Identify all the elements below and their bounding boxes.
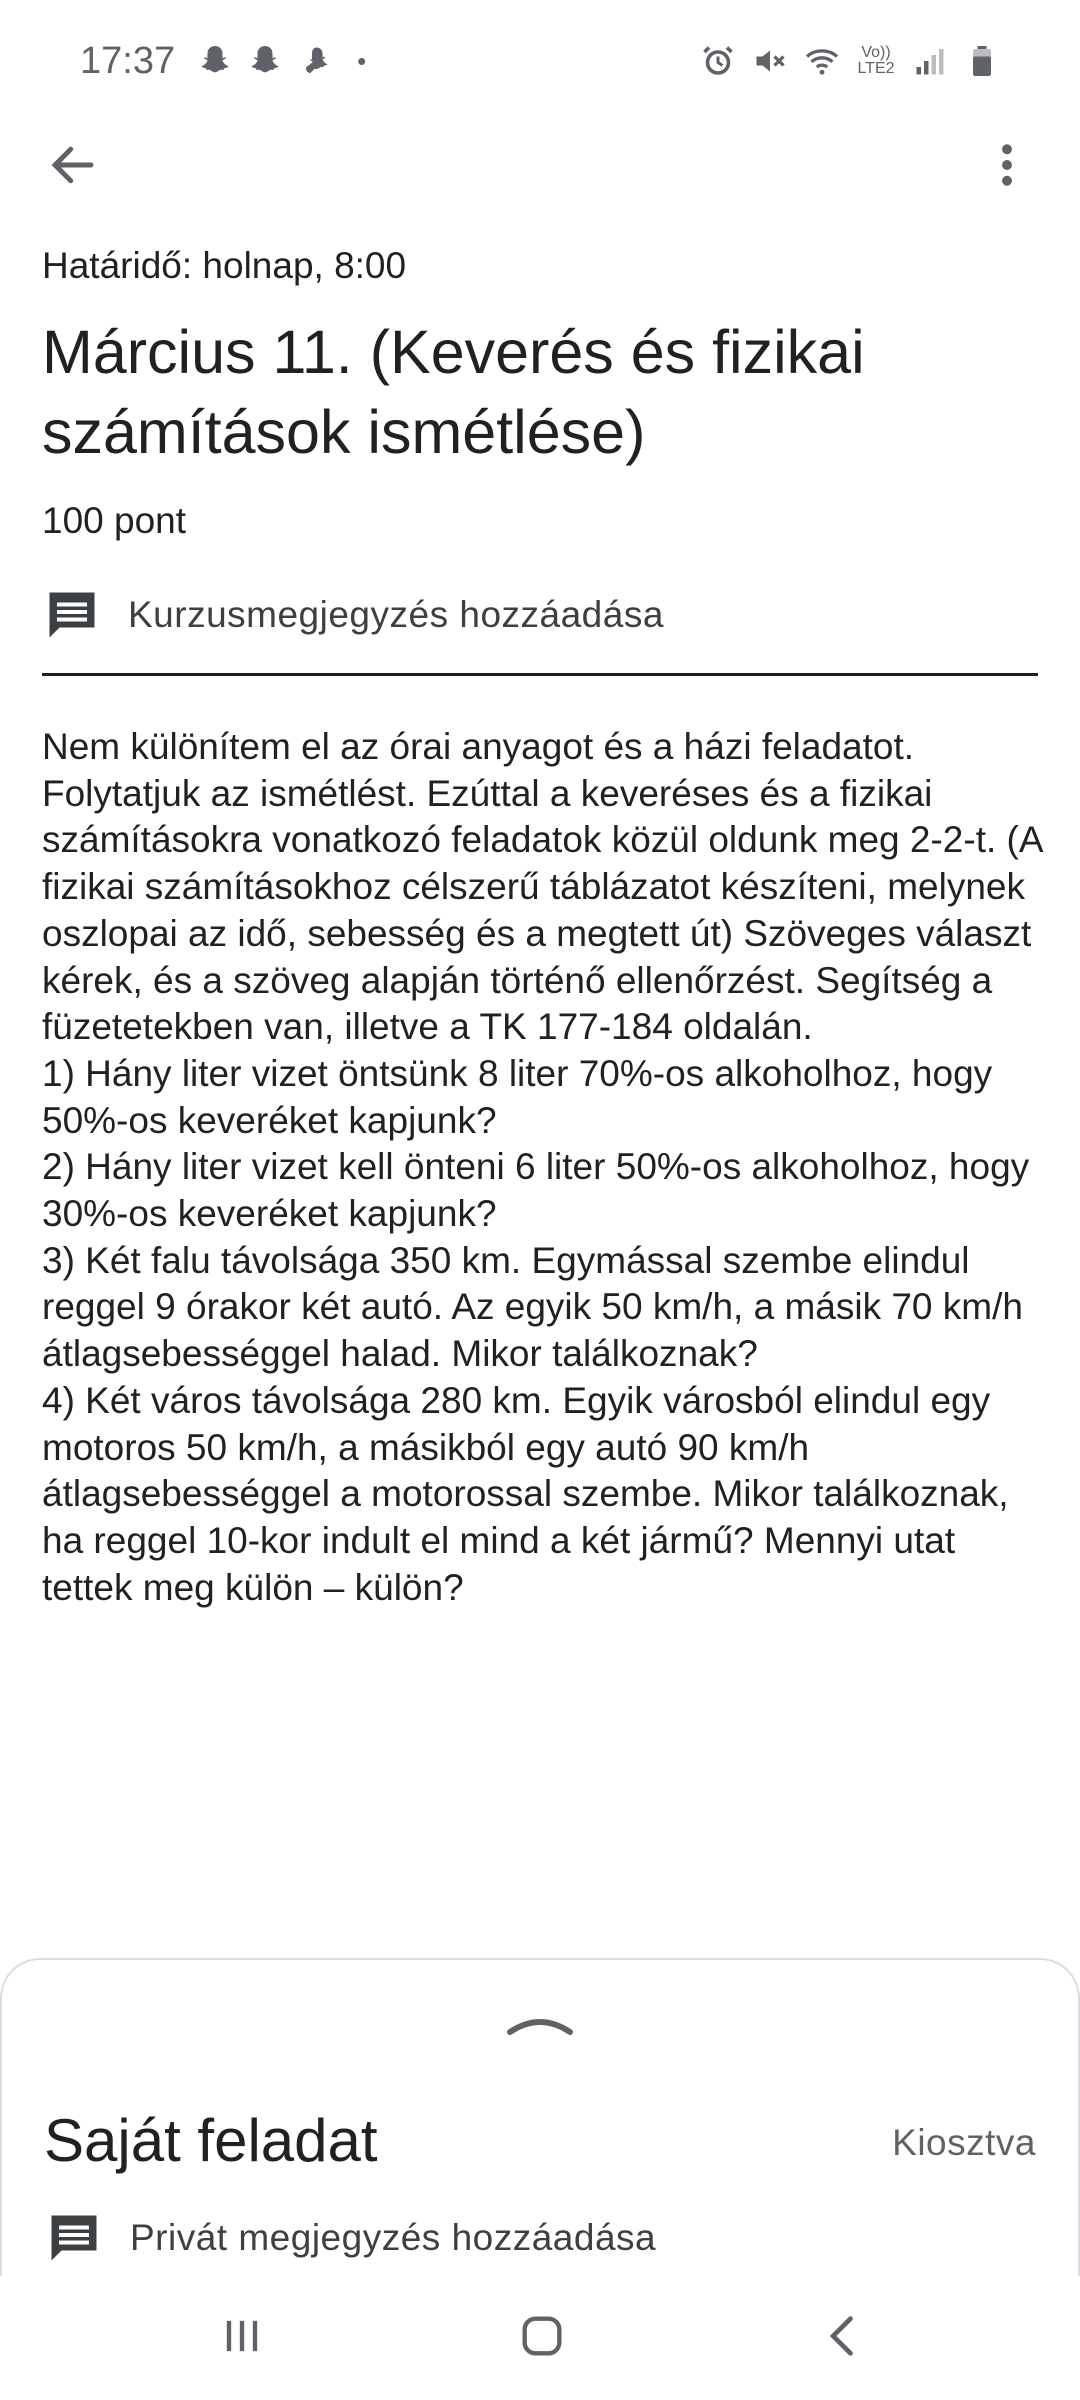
- back-button[interactable]: [40, 134, 106, 200]
- wifi-icon: [804, 43, 840, 79]
- home-button[interactable]: [510, 2306, 574, 2370]
- volte-icon: Vo)) LTE2: [857, 44, 895, 77]
- recents-button[interactable]: [210, 2306, 274, 2370]
- assignment-points: 100 pont: [42, 500, 187, 541]
- your-work-sheet[interactable]: [0, 1958, 1080, 2278]
- assignment-description: Nem különítem el az órai anyagot és a házi feladatot. Folytatjuk az ismétlést. Ezúttal a keveréses és a fizikai számításokra vonatkozó feladatok közül oldunk meg 2-2-t. (A fizikai számításokhoz célszerű táblázatot készíteni, melynek oszlopai az idő, sebesség és a megtett út) Szöveges választ kérek, és a szöveg alapján történő ellenőrzést. Segítség a füzetetekben van, illetve a TK 177-184 oldalán. 1) Hány liter vizet öntsünk 8 liter 70%-os alkoholhoz, hogy 50%-os keveréket kapjunk? 2) Hány liter vizet kell önteni 6 liter 50%-os alkoholhoz, hogy 30%-os keveréket kapjunk? 3) Két falu távolsága 350 km. Egymással szembe elindul reggel 9 órakor két autó. Az egyik 50 km/h, a másik 70 km/h átlagsebességgel halad. Mikor találkoznak? 4) Két város távolsága 280 km. Egyik városból elindul egy motoros 50 km/h, a másikból egy autó 90 km/h átlagsebességgel a motorossal szembe. Mikor találkoznak, ha reggel 10-kor indult el mind a két jármű? Mennyi utat tettek meg külön – külön?: [42, 726, 1042, 1608]
- add-private-comment-button[interactable]: [44, 2208, 656, 2268]
- expand-sheet-handle[interactable]: [504, 2008, 576, 2042]
- add-class-comment-button[interactable]: [42, 580, 1038, 676]
- due-date: Határidő: holnap, 8:00: [42, 245, 407, 286]
- status-right: [700, 43, 1000, 79]
- arrow-back-icon: [46, 138, 100, 197]
- system-back-button[interactable]: [812, 2306, 876, 2370]
- battery-icon: [964, 43, 1000, 79]
- snapchat-icon: [197, 43, 233, 79]
- system-nav-bar: [0, 2276, 1080, 2400]
- assignment-title: Március 11. (Keverés és fizikai számítások ismétlése): [42, 318, 865, 466]
- recents-icon: [216, 2310, 268, 2367]
- status-time: 17:37: [80, 39, 176, 82]
- more-vert-icon: [980, 138, 1034, 197]
- work-status: Kiosztva: [892, 2122, 1036, 2163]
- status-bar: [0, 0, 1080, 122]
- notification-dot: •: [357, 45, 367, 76]
- home-icon: [516, 2310, 568, 2367]
- add-private-comment-label: Privát megjegyzés hozzáadása: [130, 2217, 657, 2258]
- back-icon: [818, 2310, 870, 2367]
- status-left: [80, 40, 366, 83]
- comment-icon: [42, 585, 102, 645]
- app-bar: [0, 122, 1080, 212]
- chevron-up-icon: [504, 2006, 576, 2045]
- snapchat-icon: [247, 43, 283, 79]
- mute-icon: [752, 43, 788, 79]
- comment-icon: [44, 2208, 104, 2268]
- signal-icon: [912, 43, 948, 79]
- alarm-icon: [700, 43, 736, 79]
- snapchat-icon: [297, 43, 333, 79]
- more-options-button[interactable]: [974, 134, 1040, 200]
- add-class-comment-label: Kurzusmegjegyzés hozzáadása: [128, 593, 664, 635]
- your-work-title: Saját feladat: [44, 2107, 378, 2174]
